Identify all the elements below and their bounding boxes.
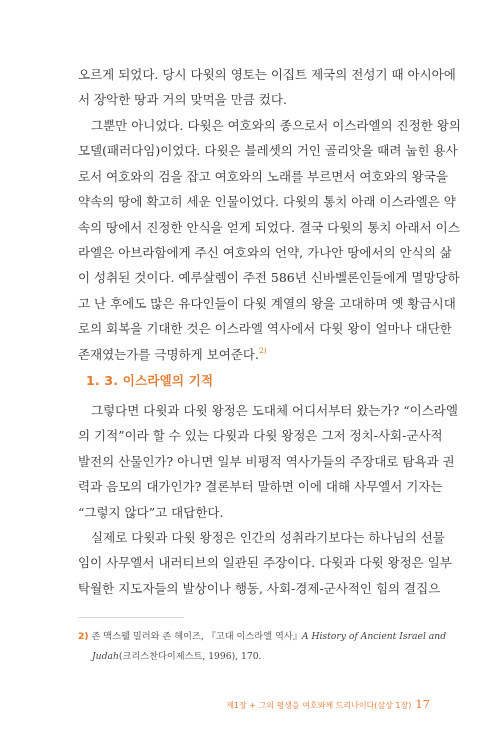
paragraph-line: 의 기적”이라 할 수 있는 다윗과 다윗 왕정은 그저 정치-사회-군사적 [78,428,443,444]
footnote-publisher: (크리스찬다이제스트, 1996), 170. [118,651,262,662]
paragraph-line: 발전의 산물인가? 아니면 일부 비평적 역사가들의 주장대로 탐욕과 권 [78,453,455,469]
paragraph-1 [78,62,456,113]
paragraph-line: 그뿐만 아니었다. 다윗은 여호와의 종으로서 이스라엘의 진정한 왕의 [91,118,461,133]
footnote-english-title-cont: Judah [92,651,119,662]
footnote-marker[interactable]: 2) [258,345,267,355]
paragraph-line: 모델(패러다임)이었다. 다윗은 블레셋의 거인 골리앗을 때려 눕힌 용사 [78,143,458,159]
section-heading: 1. 3. 이스라엘의 기적 [86,373,214,388]
paragraph-line-with-footnote [78,342,432,367]
paragraph-line: 로의 회복을 기대한 것은 이스라엘 역사에서 다윗 왕이 얼마나 대단한 [78,321,452,337]
paragraph-line: 로서 여호와의 검을 잡고 여호와의 노래를 부르면서 여호와의 왕국을 [78,168,448,184]
paragraph-line: 서 장악한 땅과 거의 맞먹을 만큼 컸다. [78,92,287,108]
paragraph-line: 오르게 되었다. 당시 다윗의 영토는 이집트 제국의 전성기 때 아시아에 [78,67,456,82]
paragraph-4 [78,525,452,601]
paragraph-line: “그렇지 않다”고 대답한다. [78,504,224,520]
paragraph-2 [78,113,461,367]
paragraph-line: 탁월한 지도자들의 발상이나 행동, 사회-경제-군사적인 힘의 결집으 [78,580,441,596]
paragraph-line: 실제로 다윗과 다윗 왕정은 인간의 성취라기보다는 하나님의 선물 [91,530,445,545]
paragraph-line: 라엘은 아브라함에게 주신 여호와의 언약, 가나안 땅에서의 안식의 삶 [78,245,452,261]
footnote-english-title: A History of Ancient Israel and [301,631,447,642]
running-head: 제1장 + 그의 평생을 여호와께 드리나이다(삼상 1장) [226,701,412,710]
paragraph-line: 고 난 후에도 많은 유다인들이 다윗 계열의 왕을 고대하며 옛 황금시대 [78,295,456,311]
footnote-line [78,647,432,667]
paragraph-3 [78,398,458,525]
paragraph-line: 그렇다면 다윗과 다윗 왕정은 도대체 어디서부터 왔는가? “이스라엘 [91,403,458,418]
paragraph-line: 임이 사무엘서 내러티브의 일관된 주장이다. 다윗과 다윗 왕정은 일부 [78,555,452,571]
paragraph-line: 력과 음모의 대가인가? 결론부터 말하면 이에 대해 사무엘서 기자는 [78,479,443,495]
footnote [78,627,447,667]
page-number: 17 [415,697,430,711]
paragraph-line: 약속의 땅에 확고히 세운 인물이었다. 다윗의 통치 아래 이스라엘은 약 [78,194,456,210]
paragraph-line: 속의 땅에서 진정한 안식을 얻게 되었다. 결국 다윗의 통치 아래서 이스 [78,219,460,235]
paragraph-line: 이 성취된 것이다. 예루살렘이 주전 586년 신바벨론인들에게 멸망당하 [78,270,460,286]
footnote-citation: 존 맥스웰 밀러와 존 헤이즈, 『고대 이스라엘 역사』 [91,631,302,642]
footnote-divider [78,617,184,618]
footnote-number: 2) [78,631,89,642]
paragraph-line-text: 존재였는가를 극명하게 보여준다. [78,346,259,362]
page-footer [226,697,430,711]
footnote-line [78,627,447,647]
